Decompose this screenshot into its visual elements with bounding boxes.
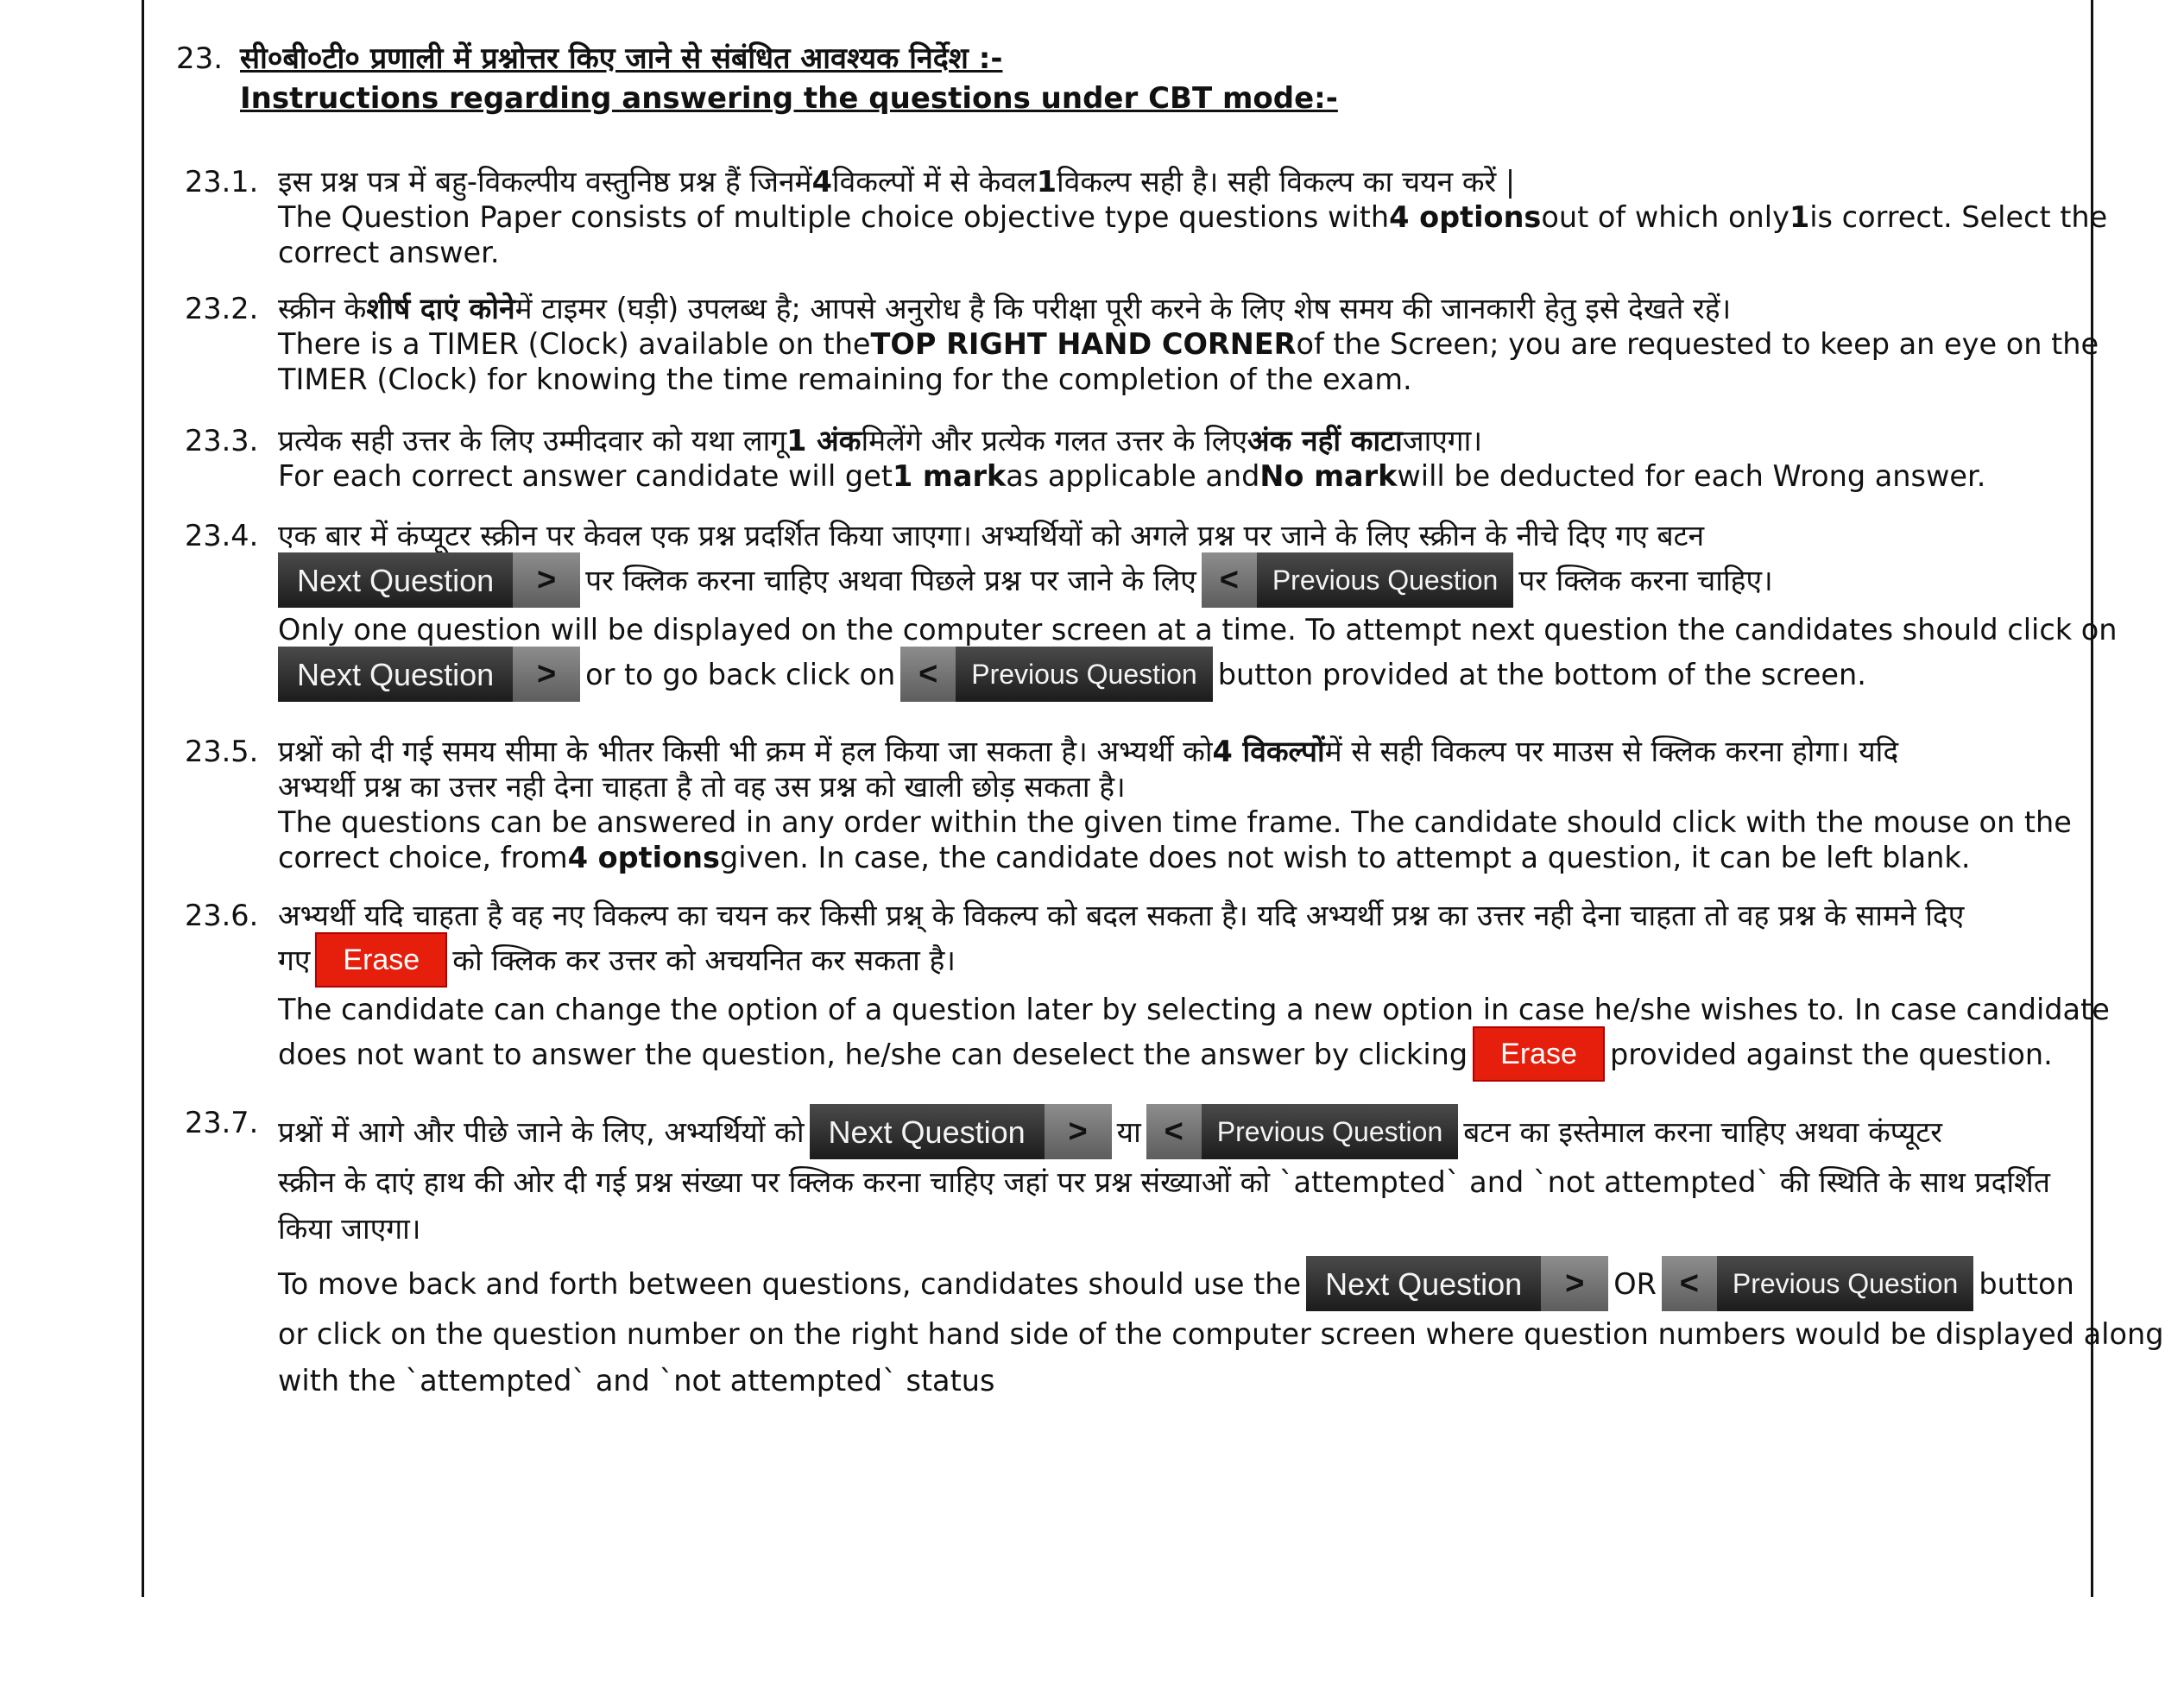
hindi-text: एक बार में कंप्यूटर स्क्रीन पर केवल एक प्रश्न प्रदर्शित किया जाएगा। अभ्यर्थियों को अगले प्रश्न पर जाने के लिए स्क्रीन के नीचे दिए गए बटन — [278, 519, 1705, 552]
hindi-text: स्क्रीन के शीर्ष दाएं कोने में टाइमर (घड़ी) उपलब्ध है; आपसे अनुरोध है कि परीक्षा पूरी करने के लिए शेष समय की जानकारी हेतु इसे देखते रहें। — [278, 292, 1732, 325]
english-text: The questions can be answered in any order within the given time frame. The candidate should click with the mouse on the — [278, 805, 2072, 839]
hindi-text-cont: स्क्रीन के दाएं हाथ की ओर दी गई प्रश्न संख्या पर क्लिक करना चाहिए जहां पर प्रश्न संख्याओं को `attempted` and `not attempted` की स्थिति के साथ प्रदर्शित — [278, 1164, 2050, 1199]
heading-english: Instructions regarding answering the questions under CBT mode:- — [240, 81, 1338, 116]
chevron-right-icon: > — [513, 647, 580, 702]
chevron-left-icon: < — [1146, 1104, 1202, 1159]
erase-button[interactable]: Erase — [315, 932, 447, 988]
heading-hindi: सी०बी०टी० प्रणाली में प्रश्नोत्तर किए जाने से संबंधित आवश्यक निर्देश :- — [240, 41, 1003, 76]
item-number: 23.3. — [185, 424, 259, 458]
hindi-text-buttons: प्रश्नों में आगे और पीछे जाने के लिए, अभ्यर्थियों को Next Question > या < Previous Question बटन का इस्तेमाल करना चाहिए अथवा कंप्यूटर — [278, 1105, 2184, 1158]
hindi-text: प्रश्नों को दी गई समय सीमा के भीतर किसी भी क्रम में हल किया जा सकता है। अभ्यर्थी को 4 विकल्पों में से सही विकल्प पर माउस से क्लिक करना होगा। यदि — [278, 735, 1899, 768]
english-text-cont: correct answer. — [278, 236, 500, 269]
previous-question-button[interactable]: < Previous Question — [1662, 1256, 1973, 1311]
english-text: The candidate can change the option of a question later by selecting a new option in case he/she wishes to. In case candidate — [278, 993, 2110, 1026]
hindi-text: अभ्यर्थी यदि चाहता है वह नए विकल्प का चयन कर किसी प्रश्न् के विकल्प को बदल सकता है। यदि अभ्यर्थी प्रश्न का उत्तर नही देना चाहता तो वह प्रश्न के सामने दिए — [278, 899, 1965, 932]
english-text-button: does not want to answer the question, he/she can deselect the answer by clicking Erase provided against the question. — [278, 1027, 2184, 1081]
previous-question-button[interactable]: < Previous Question — [900, 647, 1212, 702]
next-question-button[interactable]: Next Question > — [1306, 1256, 1608, 1311]
english-text-buttons: Next Question > or to go back click on < Previous Question button provided at the bottom of the screen. — [278, 647, 2184, 701]
next-question-button[interactable]: Next Question > — [278, 647, 580, 702]
english-text-buttons: To move back and forth between questions, candidates should use the Next Question > OR < Previous Question button — [278, 1257, 2184, 1310]
hindi-text: इस प्रश्न पत्र में बहु-विकल्पीय वस्तुनिष्ठ प्रश्न हैं जिनमें 4 विकल्पों में से केवल 1 विकल्प सही है। सही विकल्प का चयन करें | — [278, 165, 1516, 199]
chevron-left-icon: < — [900, 647, 956, 702]
hindi-text-button: गए Erase को क्लिक कर उत्तर को अचयनित कर सकता है। — [278, 933, 2184, 987]
chevron-left-icon: < — [1202, 552, 1257, 608]
english-text: The Question Paper consists of multiple choice objective type questions with 4 options out of which only 1 is correct. Select the — [278, 200, 2108, 234]
item-number: 23.2. — [185, 292, 259, 325]
english-text-cont: TIMER (Clock) for knowing the time remaining for the completion of the exam. — [278, 363, 1412, 396]
page-border-left — [142, 0, 144, 1597]
next-question-button[interactable]: Next Question > — [810, 1104, 1112, 1159]
english-text-cont: or click on the question number on the right hand side of the computer screen where question numbers would be displayed along — [278, 1316, 2164, 1351]
english-text: There is a TIMER (Clock) available on the TOP RIGHT HAND CORNER of the Screen; you are requested to keep an eye on the — [278, 327, 2099, 361]
item-number: 23.1. — [185, 165, 259, 199]
item-number: 23.6. — [185, 899, 259, 932]
english-text-cont: correct choice, from 4 options given. In case, the candidate does not wish to attempt a question, it can be left blank. — [278, 841, 1971, 874]
hindi-text: प्रत्येक सही उत्तर के लिए उम्मीदवार को यथा लागू 1 अंक मिलेंगे और प्रत्येक गलत उत्तर के लिए अंक नहीं काटा जाएगा। — [278, 424, 1483, 458]
hindi-text-buttons: Next Question > पर क्लिक करना चाहिए अथवा पिछले प्रश्न पर जाने के लिए < Previous Question पर क्लिक करना चाहिए। — [278, 553, 2184, 607]
previous-question-button[interactable]: < Previous Question — [1146, 1104, 1458, 1159]
hindi-text-cont-2: किया जाएगा। — [278, 1211, 421, 1246]
english-text: For each correct answer candidate will get 1 mark as applicable and No mark will be deducted for each Wrong answer. — [278, 459, 1986, 493]
english-text-cont-2: with the `attempted` and `not attempted` status — [278, 1363, 995, 1398]
chevron-left-icon: < — [1662, 1256, 1717, 1311]
english-text: Only one question will be displayed on the computer screen at a time. To attempt next question the candidates should click on — [278, 613, 2118, 647]
chevron-right-icon: > — [1045, 1104, 1112, 1159]
heading-number: 23. — [176, 41, 224, 76]
item-number: 23.7. — [185, 1106, 259, 1139]
previous-question-button[interactable]: < Previous Question — [1202, 552, 1513, 608]
chevron-right-icon: > — [1541, 1256, 1608, 1311]
chevron-right-icon: > — [513, 552, 580, 608]
item-number: 23.4. — [185, 519, 259, 552]
erase-button[interactable]: Erase — [1473, 1026, 1605, 1082]
hindi-text-cont: अभ्यर्थी प्रश्न का उत्तर नही देना चाहता है तो वह उस प्रश्न को खाली छोड़ सकता है। — [278, 770, 1126, 804]
item-number: 23.5. — [185, 735, 259, 768]
next-question-button[interactable]: Next Question > — [278, 552, 580, 608]
